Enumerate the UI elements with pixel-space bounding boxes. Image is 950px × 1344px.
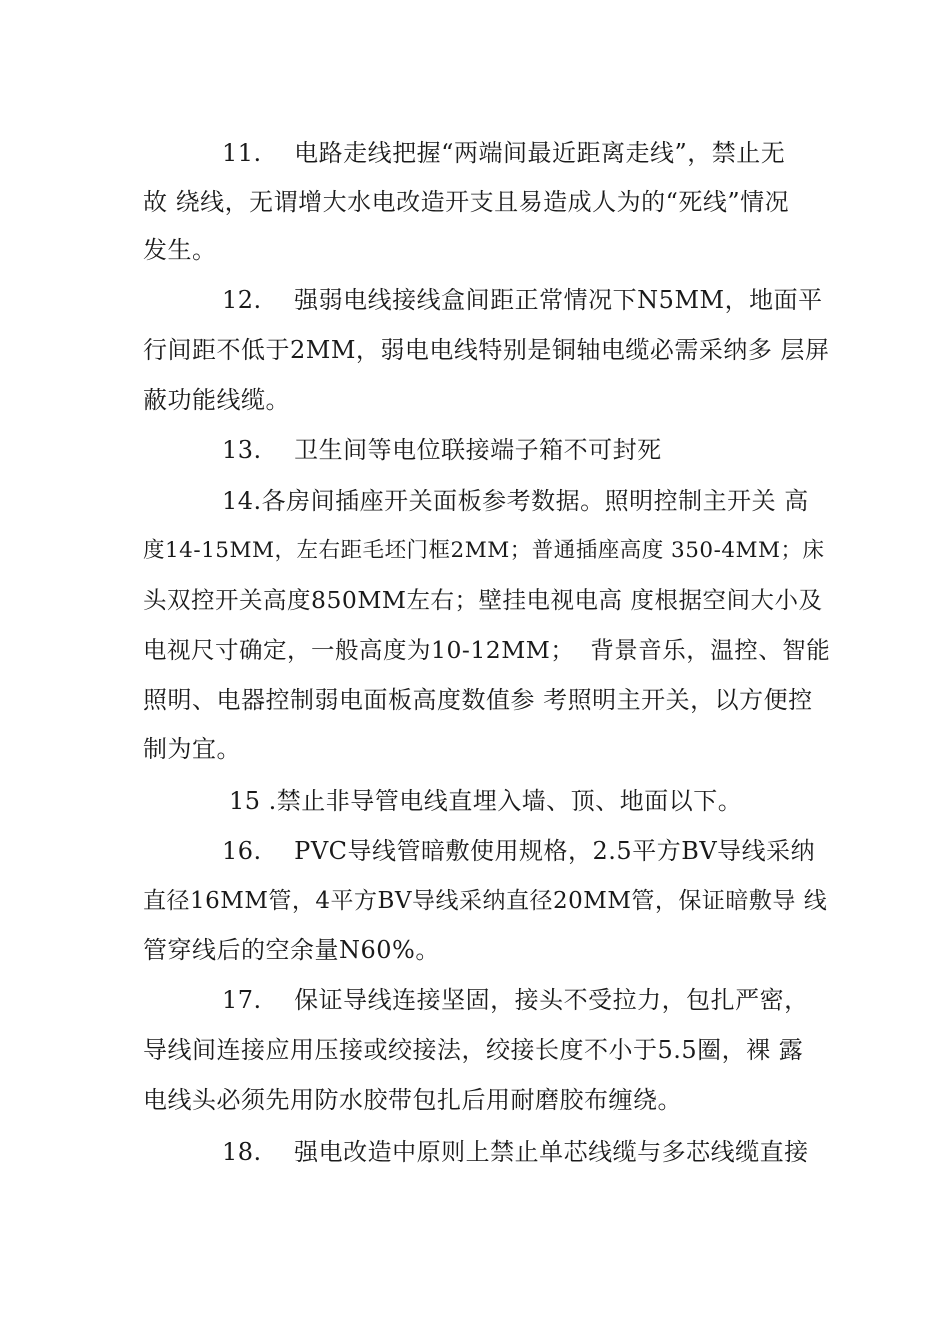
text-line: 18. 强电改造中原则上禁止单芯线缆与多芯线缆直接 [222, 1138, 809, 1166]
text-line: 15 .禁止非导管电线直埋入墙、顶、地面以下。 [229, 787, 743, 815]
text-line: 头双控开关高度850MM左右；壁挂电视电高 度根据空间大小及 [143, 586, 823, 614]
text-line: 管穿线后的空余量N60%。 [143, 936, 440, 964]
text-line: 12. 强弱电线接线盒间距正常情况下N5MM，地面平 [222, 286, 823, 314]
text-line: 导线间连接应用压接或绞接法，绞接长度不小于5.5圈，裸 露 [143, 1036, 804, 1064]
text-line: 行间距不低于2MM，弱电电线特别是铜轴电缆必需采纳多 层屏 [143, 336, 830, 364]
text-line: 14.各房间插座开关面板参考数据。照明控制主开关 高 [222, 487, 809, 515]
text-line: 13. 卫生间等电位联接端子箱不可封死 [222, 436, 662, 464]
text-line: 11. 电路走线把握“两端间最近距离走线”，禁止无 [222, 139, 786, 167]
text-line: 直径16MM管，4平方BV导线采纳直径20MM管，保证暗敷导 线 [143, 888, 828, 914]
text-line: 发生。 [143, 236, 217, 264]
text-line: 电线头必须先用防水胶带包扎后用耐磨胶布缠绕。 [143, 1086, 682, 1114]
text-line: 电视尺寸确定，一般高度为10-12MM； 背景音乐，温控、智能 [143, 636, 831, 664]
text-line: 照明、电器控制弱电面板高度数值参 考照明主开关，以方便控 [143, 686, 813, 714]
text-line: 故 绕线，无谓增大水电改造开支且易造成人为的“死线”情况 [143, 188, 790, 216]
text-line: 17. 保证导线连接坚固，接头不受拉力，包扎严密， [222, 986, 809, 1014]
text-line: 16. PVC导线管暗敷使用规格，2.5平方BV导线采纳 [222, 837, 816, 865]
text-line: 度14-15MM，左右距毛坯门框2MM；普通插座高度 350-4MM；床 [143, 538, 825, 563]
text-line: 制为宜。 [143, 735, 241, 763]
text-line: 蔽功能线缆。 [143, 386, 290, 414]
